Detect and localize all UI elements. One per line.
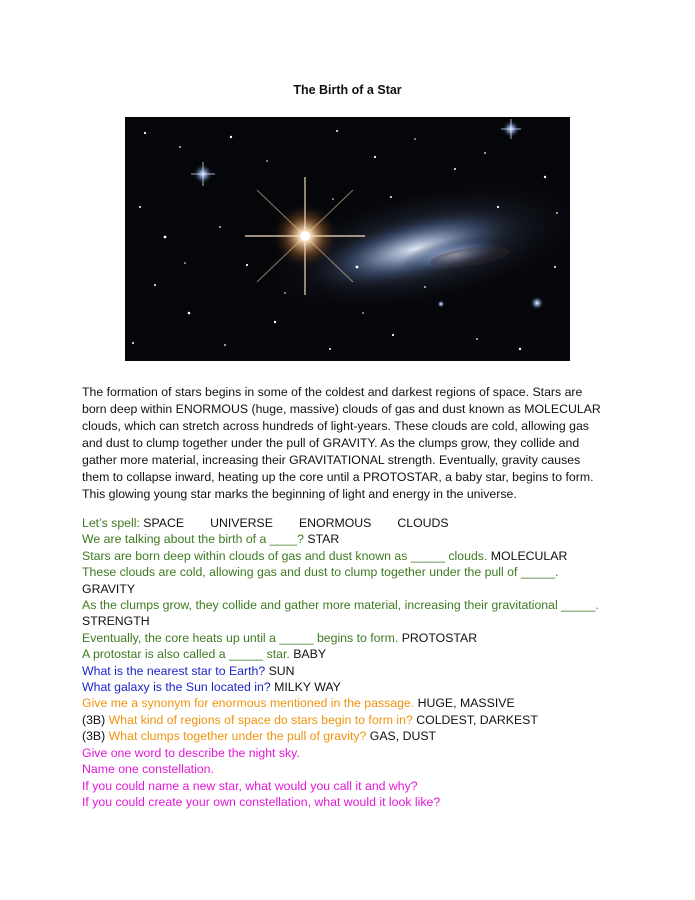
- question-line: [82, 679, 622, 695]
- question-list: [82, 515, 622, 810]
- question-line: [82, 778, 622, 794]
- answer-line: [82, 581, 622, 597]
- question-line: [82, 597, 622, 613]
- question-text: What galaxy is the Sun located in?: [82, 680, 275, 695]
- answer-text: GAS, DUST: [369, 729, 437, 744]
- question-text: If you could create your own constellation, what would it look like?: [82, 794, 441, 809]
- question-text: Stars are born deep within clouds of gas and dust known as _____ clouds.: [82, 548, 491, 563]
- answer-text: MILKY WAY: [274, 680, 341, 695]
- question-line: [82, 712, 622, 728]
- spell-label: Let’s spell:: [82, 516, 144, 530]
- question-text: Name one constellation.: [82, 762, 214, 777]
- question-line: [82, 646, 622, 662]
- answer-text: BABY: [293, 647, 327, 662]
- level-tag: (3B): [82, 712, 109, 727]
- spell-word: SPACE: [143, 516, 185, 530]
- question-line: [82, 630, 622, 646]
- question-text: These clouds are cold, allowing gas and dust to clump together under the pull of _____.: [82, 565, 559, 580]
- answer-text: PROTOSTAR: [401, 630, 478, 645]
- question-line: [82, 531, 622, 547]
- question-text: A protostar is also called a _____ star.: [82, 647, 294, 662]
- answer-text: SUN: [268, 663, 295, 678]
- answer-text: MOLECULAR: [490, 548, 568, 563]
- level-tag: (3B): [82, 729, 109, 744]
- answer-text: COLDEST, DARKEST: [416, 712, 538, 727]
- spell-word: ENORMOUS: [298, 516, 372, 530]
- spelling-line: [82, 515, 622, 531]
- question-text: What is the nearest star to Earth?: [82, 663, 269, 678]
- question-text: What clumps together under the pull of gravity?: [108, 729, 370, 744]
- question-line: [82, 564, 622, 580]
- question-line: [82, 794, 622, 810]
- question-line: [82, 695, 622, 711]
- page-title: The Birth of a Star: [293, 83, 402, 97]
- answer-text: HUGE, MASSIVE: [417, 696, 515, 711]
- question-text: If you could name a new star, what would you call it and why?: [82, 778, 418, 793]
- question-text: What kind of regions of space do stars begin to form in?: [108, 712, 417, 727]
- question-text: Eventually, the core heats up until a _____ begins to form.: [82, 630, 402, 645]
- answer-text: GRAVITY: [82, 581, 136, 596]
- question-line: [82, 728, 622, 744]
- spell-word: CLOUDS: [397, 516, 449, 530]
- question-text: As the clumps grow, they collide and gather more material, increasing their gravitational _____.: [82, 598, 599, 613]
- star-field-image: [125, 117, 570, 361]
- question-text: Give one word to describe the night sky.: [82, 745, 300, 760]
- spell-word: UNIVERSE: [210, 516, 273, 530]
- answer-line: [82, 613, 622, 629]
- question-line: [82, 663, 622, 679]
- question-text: Give me a synonym for enormous mentioned in the passage.: [82, 696, 418, 711]
- question-line: [82, 745, 622, 761]
- question-line: [82, 548, 622, 564]
- question-line: [82, 761, 622, 777]
- intro-paragraph: The formation of stars begins in some of the coldest and darkest regions of space. Stars are born deep within ENORMOUS (huge, massive) clouds of gas and dust known as MOLECULAR clouds, which can stretch across hundreds of light-years. These clouds are cold, allowing gas and dust to clump together under the pull of GRAVITY. As the clumps grow, they collide and gather more material, increasing their GRAVITATIONAL strength. Eventually, gravity causes them to collapse inward, heating up the core until a PROTOSTAR, a baby star, begins to form. This glowing young star marks the beginning of light and energy in the universe.: [82, 385, 601, 501]
- answer-text: STAR: [307, 532, 340, 547]
- answer-text: STRENGTH: [82, 614, 150, 629]
- question-text: We are talking about the birth of a ____?: [82, 532, 308, 547]
